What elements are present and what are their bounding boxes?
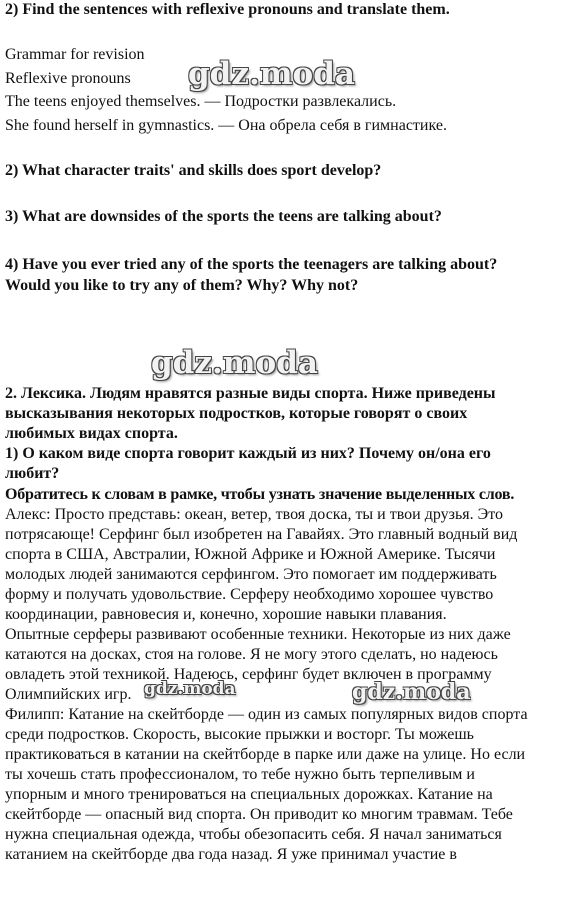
question-reflexive-pronouns: 2) Find the sentences with reflexive pronouns and translate them. — [5, 1, 450, 18]
body-line: среди подростков. Скорость, высокие прыжки и восторг. Ты можешь — [5, 726, 474, 743]
body-line: молодых людей занимаются серфингом. Это помогает им поддерживать — [5, 566, 497, 583]
russian-heading-line: 2. Лексика. Людям нравятся разные виды спорта. Ниже приведены — [5, 385, 496, 402]
body-line: Филипп: Катание на скейтборде — один из самых популярных видов спорта — [5, 706, 528, 723]
reflexive-pronouns-label: Reflexive pronouns — [5, 70, 131, 87]
watermark-logo: gdz.moda — [352, 679, 471, 705]
question-tried-sports-line2: Would you like to try any of them? Why? Why not? — [5, 277, 359, 294]
russian-question-line: любит? — [5, 465, 60, 482]
body-line: потрясающе! Серфинг был изобретен на Гавайях. Это главный водный вид — [5, 526, 518, 543]
question-downsides: 3) What are downsides of the sports the teens are talking about? — [5, 208, 442, 225]
body-line: упорным и много тренироваться на специальных дорожках. Катание на — [5, 786, 493, 803]
question-tried-sports-line1: 4) Have you ever tried any of the sports the teenagers are talking about? — [5, 256, 498, 273]
body-line: скейтборде — опасный вид спорта. Он приводит ко многим травмам. Тебе — [5, 806, 513, 823]
example-sentence-2: She found herself in gymnastics. — Она обрела себя в гимнастике. — [5, 117, 447, 134]
russian-instruction: Обратитесь к словам в рамке, чтобы узнать значение выделенных слов. — [5, 486, 515, 503]
watermark-logo: gdz.moda — [144, 679, 236, 699]
body-line: катаются на досках, стоя на голове. Я не могу этого сделать, но надеюсь — [5, 646, 498, 663]
example-sentence-1: The teens enjoyed themselves. — Подростки развлекались. — [5, 93, 397, 110]
russian-heading-line: любимых видах спорта. — [5, 425, 178, 442]
body-line: форму и получать удовольствие. Серферу необходимо хорошее чувство — [5, 586, 494, 603]
body-line: Алекс: Просто представь: океан, ветер, твоя доска, ты и твои друзья. Это — [5, 506, 503, 523]
body-line: Опытные серферы развивают особенные техники. Некоторые из них даже — [5, 626, 511, 643]
russian-question-line: 1) О каком виде спорта говорит каждый из них? Почему он/она его — [5, 445, 491, 462]
body-line: овладеть этой техникой. Надеюсь, серфинг будет включен в программу — [5, 666, 492, 683]
russian-heading-line: высказывания некоторых подростков, которые говорят о своих — [5, 405, 468, 422]
watermark-logo: gdz.moda — [151, 345, 318, 381]
body-line: ты хочешь стать профессионалом, то тебе нужно быть терпеливым и — [5, 766, 475, 783]
body-line: нужна специальная одежда, чтобы обезопасить себя. Я начал заниматься — [5, 826, 502, 843]
body-line: катанием на скейтборде два года назад. Я уже принимал участие в — [5, 846, 457, 863]
body-line: спорта в США, Австралии, Южной Африке и Южной Америке. Тысячи — [5, 546, 496, 563]
body-line: координации, равновесия и, конечно, хорошие навыки плавания. — [5, 606, 447, 623]
grammar-for-revision-label: Grammar for revision — [5, 46, 145, 63]
question-character-traits: 2) What character traits' and skills does sport develop? — [5, 162, 382, 179]
watermark-logo: gdz.moda — [188, 56, 355, 92]
body-line: практиковаться в катании на скейтборде в парке или даже на улице. Но если — [5, 746, 526, 763]
body-line: Олимпийских игр. — [5, 686, 132, 703]
